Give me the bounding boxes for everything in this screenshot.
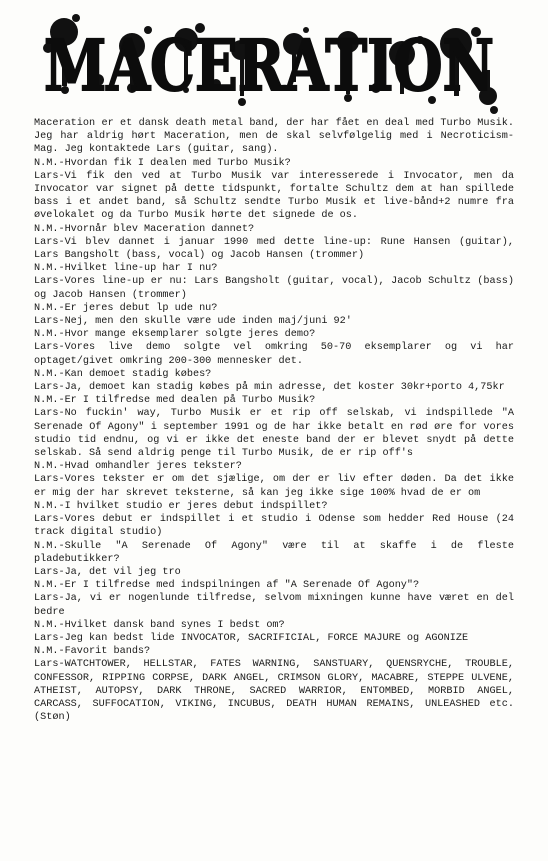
interview-question: N.M.-Er I tilfredse med dealen på Turbo Musik? — [34, 395, 316, 407]
interview-question: N.M.-Hvor mange eksemplarer solgte jeres demo? — [34, 329, 316, 341]
interview-paragraph: Maceration er et dansk death metal band, der har fået en deal med Turbo Musik. Jeg har aldrig hørt Maceration, men de skal selvfølgelig med i Necroticism-Mag. Jeg kontaktede Lars (guitar, sang). — [34, 118, 514, 156]
interview-paragraph: Lars-WATCHTOWER, HELLSTAR, FATES WARNING, SANSTUARY, QUENSRYCHE, TROUBLE, CONFESSOR, RIPPING CORPSE, DARK ANGEL, CRIMSON GLORY, MACABRE, STEPPE ULVENE, ATHEIST, AUTOPSY, DARK THRONE, SACRED WARRIOR, ENTOMBED, MORBID ANGEL, CARCASS, SUFFOCATION, VIKING, INCUBUS, DEATH HUMAN REMAINS, UNLEASHED etc. (Støn) — [34, 659, 514, 724]
interview-paragraph: Lars-Vi blev dannet i januar 1990 med dette line-up: Rune Hansen (guitar), Lars Bangsholt (bass, vocal) og Jacob Hansen (trommer) — [34, 236, 514, 262]
splatter-logo-graphic — [36, 10, 506, 118]
logo-title: MACERATION — [44, 24, 494, 107]
interview-paragraph: Lars-Ja, demoet kan stadig købes på min adresse, det koster 30kr+porto 4,75kr — [34, 382, 505, 394]
interview-question: N.M.-Er jeres debut lp ude nu? — [34, 302, 218, 314]
interview-question: N.M.-Kan demoet stadig købes? — [34, 368, 212, 380]
interview-question: N.M.-Hvilket dansk band synes I bedst om? — [34, 619, 285, 631]
interview-paragraph: Lars-Ja, det vil jeg tro — [34, 566, 181, 578]
interview-question: N.M.-Favorit bands? — [34, 646, 151, 658]
interview-question: N.M.-Er I tilfredse med indspilningen af "A Serenade Of Agony"? — [34, 580, 420, 592]
interview-paragraph: Lars-Jeg kan bedst lide INVOCATOR, SACRIFICIAL, FORCE MAJURE og AGONIZE — [34, 632, 469, 644]
interview-paragraph: Lars-Vi fik den ved at Turbo Musik var interesserede i Invocator, men da Invocator var signet på dette tidspunkt, fortalte Schultz dem at han spillede bass i et andet band, så Schultz sendte Turbo Musik et live-bånd+2 numre fra øvelokalet og da Turbo Musik hørte det signede de os. — [34, 170, 514, 222]
interview-text — [34, 117, 514, 724]
interview-question: N.M.-I hvilket studio er jeres debut indspillet? — [34, 500, 328, 512]
interview-paragraph: Lars-Vores debut er indspillet i et studio i Odense som hedder Red House (24 track digital studio) — [34, 514, 514, 539]
interview-question: N.M.-Hvordan fik I dealen med Turbo Musik? — [34, 157, 291, 169]
interview-question: N.M.-Skulle "A Serenade Of Agony" være til at skaffe i de fleste pladebutikker? — [34, 540, 514, 565]
interview-paragraph: Lars-No fuckin' way, Turbo Musik er et rip off selskab, vi indspillede "A Serenade Of Agony" i september 1991 og de har ikke betalt en rød øre for vores studio tid endnu, og vi er ikke det eneste band der er blevet snydt på dette selskab. Så send aldrig penge til Turbo Musik, de er rip off's — [34, 408, 514, 460]
interview-paragraph: Lars-Vores line-up er nu: Lars Bangsholt (guitar, vocal), Jacob Schultz (bass) og Jacob Hansen (trommer) — [34, 276, 514, 301]
interview-question: N.M.-Hvornår blev Maceration dannet? — [34, 223, 255, 235]
interview-question: N.M.-Hvilket line-up har I nu? — [34, 263, 218, 275]
interview-question: N.M.-Hvad omhandler jeres tekster? — [34, 461, 242, 473]
interview-paragraph: Lars-Vores live demo solgte vel omkring 50-70 eksemplarer og vi har optaget/givet omkring 200-300 mennesker det. — [34, 342, 514, 367]
maceration-logo — [36, 10, 506, 118]
interview-paragraph: Lars-Nej, men den skulle være ude inden maj/juni 92' — [34, 316, 352, 328]
interview-paragraph: Lars-Ja, vi er nogenlunde tilfredse, selvom mixningen kunne have været en del bedre — [34, 593, 514, 618]
interview-paragraph: Lars-Vores tekster er om det sjælige, om der er liv efter døden. Da det ikke er mig der har skrevet teksterne, så kan jeg ikke sige 100% hvad de er om — [34, 474, 514, 499]
